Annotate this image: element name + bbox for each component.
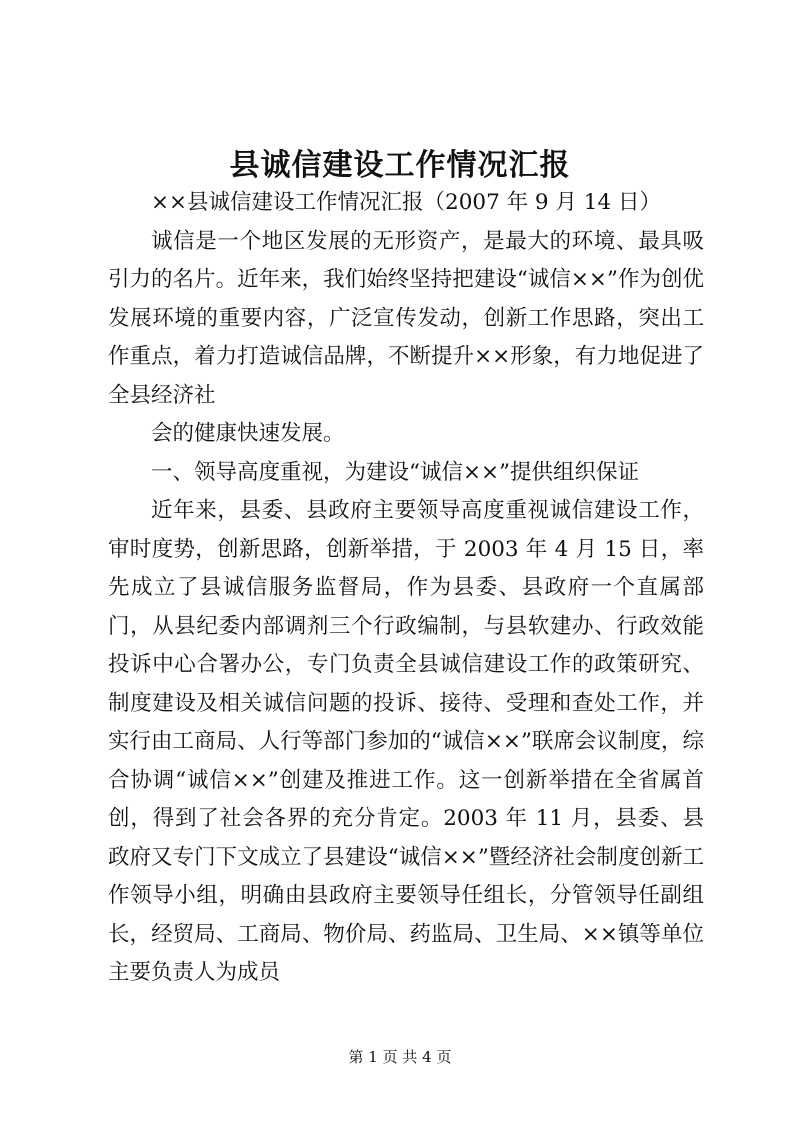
section-heading-1: 一、领导高度重视，为建设“诚信××”提供组织保证 — [151, 459, 640, 485]
paragraph-section-1: 近年来，县委、县政府主要领导高度重视诚信建设工作，审时度势，创新思路，创新举措，于 2003 年 4 月 15 日，率先成立了县诚信服务监督局，作为县委、县政府一个直属部门，从县纪委内部调剂三个行政编制，与县软建办、行政效能投诉中心合署办公，专门负责全县诚信建设工作的政策研究、制度建设及相关诚信问题的投诉、接待、受理和查处工作，并实行由工商局、人行等部门参加的“诚信××”联席会议制度，综合协调“诚信××”创建及推进工作。这一创新举措在全省属首创，得到了社会各界的充分肯定。2003 年 11 月，县委、县政府又专门下文成立了县建设“诚信××”暨经济社会制度创新工作领导小组，明确由县政府主要领导任组长，分管领导任副组长，经贸局、工商局、物价局、药监局、卫生局、××镇等单位主要负责人为成员 — [108, 498, 704, 985]
page-number-footer: 第 1 页 共 4 页 — [348, 1048, 452, 1066]
document-body — [108, 184, 704, 993]
paragraph-intro-continued: 会的健康快速发展。 — [151, 421, 345, 446]
document-title: 县诚信建设工作情况汇报 — [229, 148, 571, 183]
paragraph-subtitle: ××县诚信建设工作情况汇报（2007 年 9 月 14 日） — [151, 190, 661, 215]
paragraph-intro: 诚信是一个地区发展的无形资产，是最大的环境、最具吸引力的名片。近年来，我们始终坚持把建设“诚信××”作为创优发展环境的重要内容，广泛宣传发动，创新工作思路，突出工作重点，着力打造诚信品牌，不断提升××形象，有力地促进了全县经济社 — [108, 228, 704, 408]
